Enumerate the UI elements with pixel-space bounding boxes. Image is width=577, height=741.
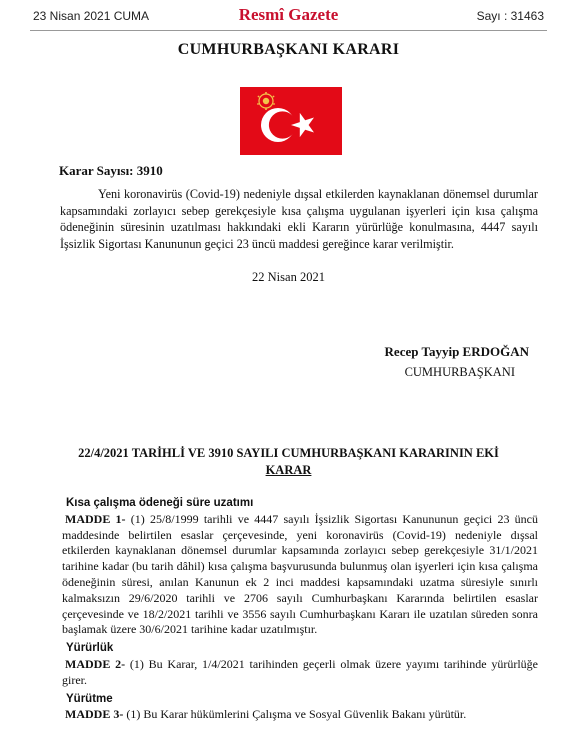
annex-title-line2: KARAR: [265, 463, 312, 477]
article-3: [62, 707, 538, 723]
intro-paragraph: [60, 186, 538, 252]
article-text: (1) 25/8/1999 tarihli ve 4447 sayılı İşsizlik Sigortası Kanununun geçici 23 üncü maddesinde belirtilen esaslar çerçevesinde, yeni koronavirüs (Covid-19) nedeniyle dışsal etkilerden kaynaklanan dönemsel durumlar kapsamında zorlayıcı sebep gerekçesiyle 31/1/2021 tarihine kadar (bu tarih dâhil) kısa çalışma başvurusunda bulunmuş olan işyerleri için kısa çalışma ödeneğinin süresi, anılan Kanunun ek 2 inci maddesi kapsamındaki uzatma süresiyle sınırlı kalmaksızın 29/6/2020 tarihli ve 2706 sayılı Cumhurbaşkanı Kararında belirtilen esaslar çerçevesinde ve 18/2/2021 tarihli ve 3556 sayılı Cumhurbaşkanı Kararı ile uzatılan süreden sonra başlamak üzere 30/6/2021 tarihine kadar uzatılmıştır.: [62, 511, 539, 637]
article-2: [62, 657, 538, 689]
header-divider: [30, 30, 547, 31]
decision-number: Karar Sayısı: 3910: [59, 163, 163, 178]
header-date: 23 Nisan 2021 CUMA: [33, 9, 150, 23]
section-heading: Kısa çalışma ödeneği süre uzatımı: [66, 497, 254, 509]
article-label: MADDE 1-: [65, 511, 126, 526]
article-label: MADDE 2-: [65, 656, 126, 671]
annex-title-line1: 22/4/2021 TARİHLİ VE 3910 SAYILI CUMHURBAŞKANI KARARININ EKİ: [78, 446, 499, 460]
signer-title: CUMHURBAŞKANI: [404, 365, 515, 379]
document-title: CUMHURBAŞKANI KARARI: [177, 41, 400, 58]
intro-text: Yeni koronavirüs (Covid-19) nedeniyle dışsal etkilerden kaynaklanan dönemsel durumlar kapsamındaki zorlayıcı sebep gerekçesiyle kısa çalışma uygulanan işyerleri için kısa çalışma ödeneğinin süresinin uzatılması hakkındaki ekli Kararın yürürlüğe konulmasına, 4447 sayılı İşsizlik Sigortası Kanununun geçici 23 üncü maddesi gereğince karar verilmiştir.: [60, 187, 538, 251]
turkish-flag-icon: [240, 87, 342, 155]
article-text: (1) Bu Karar hükümlerini Çalışma ve Sosyal Güvenlik Bakanı yürütür.: [126, 707, 467, 722]
decision-date: 22 Nisan 2021: [252, 270, 325, 284]
gazette-title: Resmî Gazete: [238, 5, 339, 24]
annex-title: [40, 445, 537, 479]
article-text: (1) Bu Karar, 1/4/2021 tarihinden geçerli olmak üzere yayımı tarihinde yürürlüğe girer.: [62, 656, 539, 687]
issue-number: Sayı : 31463: [476, 9, 544, 23]
section-heading: Yürütme: [66, 692, 113, 705]
gazette-header: [0, 0, 577, 32]
section-heading: Yürürlük: [66, 642, 114, 655]
signer-name: Recep Tayyip ERDOĞAN: [384, 344, 529, 359]
article-1: [62, 512, 538, 638]
article-label: MADDE 3-: [65, 707, 124, 722]
annex-body: [62, 496, 538, 723]
